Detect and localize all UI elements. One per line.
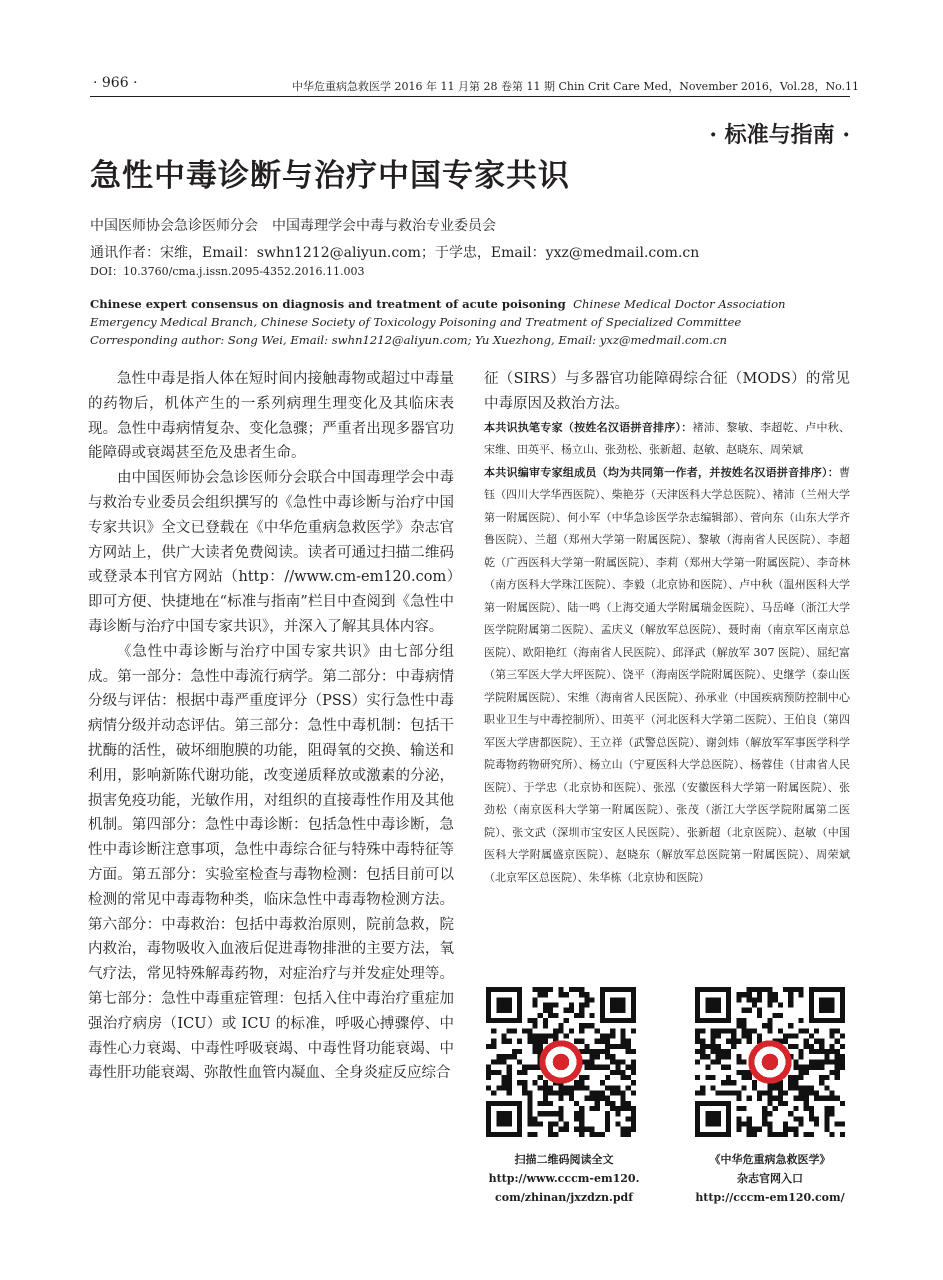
qr-caption-line: 杂志官网入口 [737,1172,803,1185]
corresponding-author: 通讯作者：宋维，Email：swhn1212@aliyun.com；于学忠，Email：yxz@medmail.com.cn [90,245,700,261]
paragraph: 《急性中毒诊断与治疗中国专家共识》由七部分组成。第一部分：急性中毒流行病学。第二部分：中毒病情分级与评估：根据中毒严重度评分（PSS）实行急性中毒病情分级并动态评估。第三部分：急性中毒机制：包括干扰酶的活性，破坏细胞膜的功能，阻碍氧的交换、输送和利用，影响新陈代谢功能，改变递质释放或激素的分泌，损害免疫功能，光敏作用，对组织的直接毒性作用及其他机制。第四部分：急性中毒诊断：包括急性中毒诊断，急性中毒诊断注意事项，急性中毒综合征与特殊中毒特征等方面。第五部分：实验室检查与毒物检测：包括目前可以检测的常见中毒毒物种类，临床急性中毒毒物检测方法。第六部分：中毒救治：包括中毒救治原则，院前急救，院内救治，毒物吸收入血液后促进毒物排泄的主要方法，氧气疗法，常见特殊解毒药物，对症治疗与并发症处理等。第七部分：急性中毒重症管理：包括入住中毒治疗重症加强治疗病房（ICU）或 ICU 的标准，呼吸心搏骤停、中毒性心力衰竭、中毒性呼吸衰竭、中毒性肾功能衰竭、中毒性肝功能衰竭、弥散性血管内凝血、全身炎症反应综合 [88,643,454,1082]
qr-caption-line: com/zhinan/jxzdzn.pdf [495,1191,633,1204]
paragraph: 急性中毒是指人体在短时间内接触毒物或超过中毒量的药物后，机体产生的一系列病理生理变化及其临床表现。急性中毒病情复杂、变化急骤；严重者出现多器官功能障碍或衰竭甚至危及患者生命。 [88,371,454,462]
qr-caption-line: 扫描二维码阅读全文 [514,1153,614,1166]
writers-names: 褚沛、黎敏、李超乾、卢中秋、宋维、田英平、杨立山、张劲松、张新超、赵敏、赵晓东、周荣斌 [484,420,850,457]
qr-block-website [695,987,851,1141]
body-right-column [484,367,850,889]
paragraph: 由中国医师协会急诊医师分会联合中国毒理学会中毒与救治专业委员会组织撰写的《急性中毒诊断与治疗中国专家共识》全文已登载在《中华危重病急救医学》杂志官方网站上，供广大读者免费阅读。读者可通过扫描二维码或登录本刊官方网站（http：//www.cm-em120.com）即可方便、快捷地在“标准与指南”栏目中查阅到《急性中毒诊断与治疗中国专家共识》，并深入了解其具体内容。 [88,470,454,635]
affiliations: 中国医师协会急诊医师分会 中国毒理学会中毒与救治专业委员会 [90,218,496,234]
article-title: 急性中毒诊断与治疗中国专家共识 [90,158,570,194]
paragraph-continuation: 征（SIRS）与多器官功能障碍综合征（MODS）的常见中毒原因及救治方法。 [484,371,850,412]
journal-logo [542,1043,579,1080]
members-label: 本共识编审专家组成员（均为共同第一作者，并按姓名汉语拼音排序）： [484,465,839,479]
english-authors: Chinese Medical Doctor Association Emergency Medical Branch, Chinese Society of Toxicology Poisoning and Treatment of Specialized Committee [90,297,786,329]
header-rule [90,96,850,97]
writers-label: 本共识执笔专家（按姓名汉语拼音排序）： [484,420,693,434]
members-names: 曹钰（四川大学华西医院）、柴艳芬（天津医科大学总医院）、褚沛（兰州大学第一附属医院）、何小军（中华急诊医学杂志编辑部）、菅向东（山东大学齐鲁医院）、兰超（郑州大学第一附属医院）、黎敏（海南省人民医院）、李超乾（广西医科大学第一附属医院）、李莉（郑州大学第一附属医院）、李奇林（南方医科大学珠江医院）、李毅（北京协和医院）、卢中秋（温州医科大学第一附属医院）、陆一鸣（上海交通大学附属瑞金医院）、马岳峰（浙江大学医学院附属第二医院）、孟庆义（解放军总医院）、聂时南（南京军区南京总医院）、欧阳艳红（海南省人民医院）、邱泽武（解放军 307 医院）、屈纪富（第三军医大学大坪医院）、饶平（海南医学院附属医院）、史继学（泰山医学院附属医院）、宋维（海南省人民医院）、孙承业（中国疾病预防控制中心职业卫生与中毒控制所）、田英平（河北医科大学第二医院）、王伯良（第四军医大学唐都医院）、王立祥（武警总医院）、谢剑炜（解放军军事医学科学院毒物药物研究所）、杨立山（宁夏医科大学总医院）、杨蓉佳（甘肃省人民医院）、于学忠（北京协和医院）、张泓（安徽医科大学第一附属医院）、张劲松（南京医科大学第一附属医院）、张茂（浙江大学医学院附属第二医院）、张文武（深圳市宝安区人民医院）、张新超（北京医院）、赵敏（中国医科大学附属盛京医院）、赵晓东（解放军总医院第一附属医院）、周荣斌（北京军区总医院）、朱华栋（北京协和医院） [484,465,850,884]
page-number: · 966 · [93,75,138,91]
english-corresponding: Corresponding author: Song Wei, Email: swhn1212@aliyun.com; Yu Xuezhong, Email: yxz@medmail.com.cn [90,333,727,347]
qr-code-icon[interactable] [486,987,636,1137]
qr-caption-line: http://www.cccm-em120. [488,1172,640,1185]
journal-logo [751,1043,788,1080]
qr-block-fulltext [486,987,642,1141]
doi: DOI：10.3760/cma.j.issn.2095-4352.2016.11.003 [90,265,365,278]
qr-caption-line: 《中华危重病急救医学》 [709,1153,831,1166]
members-list [484,462,850,890]
qr-caption-website [672,1150,868,1207]
writers-list [484,417,850,462]
qr-caption-line: http://cccm-em120.com/ [695,1191,845,1204]
body-left-column [88,367,454,1086]
qr-code-icon[interactable] [695,987,845,1137]
running-head: 中华危重病急救医学 2016 年 11 月第 28 卷第 11 期 Chin Crit Care Med，November 2016，Vol.28，No.11 [292,80,860,93]
qr-caption-fulltext [466,1150,662,1207]
english-title: Chinese expert consensus on diagnosis and treatment of acute poisoning [90,297,566,311]
english-abstract-block [90,295,850,349]
column-tag: · 标准与指南 · [709,122,850,148]
